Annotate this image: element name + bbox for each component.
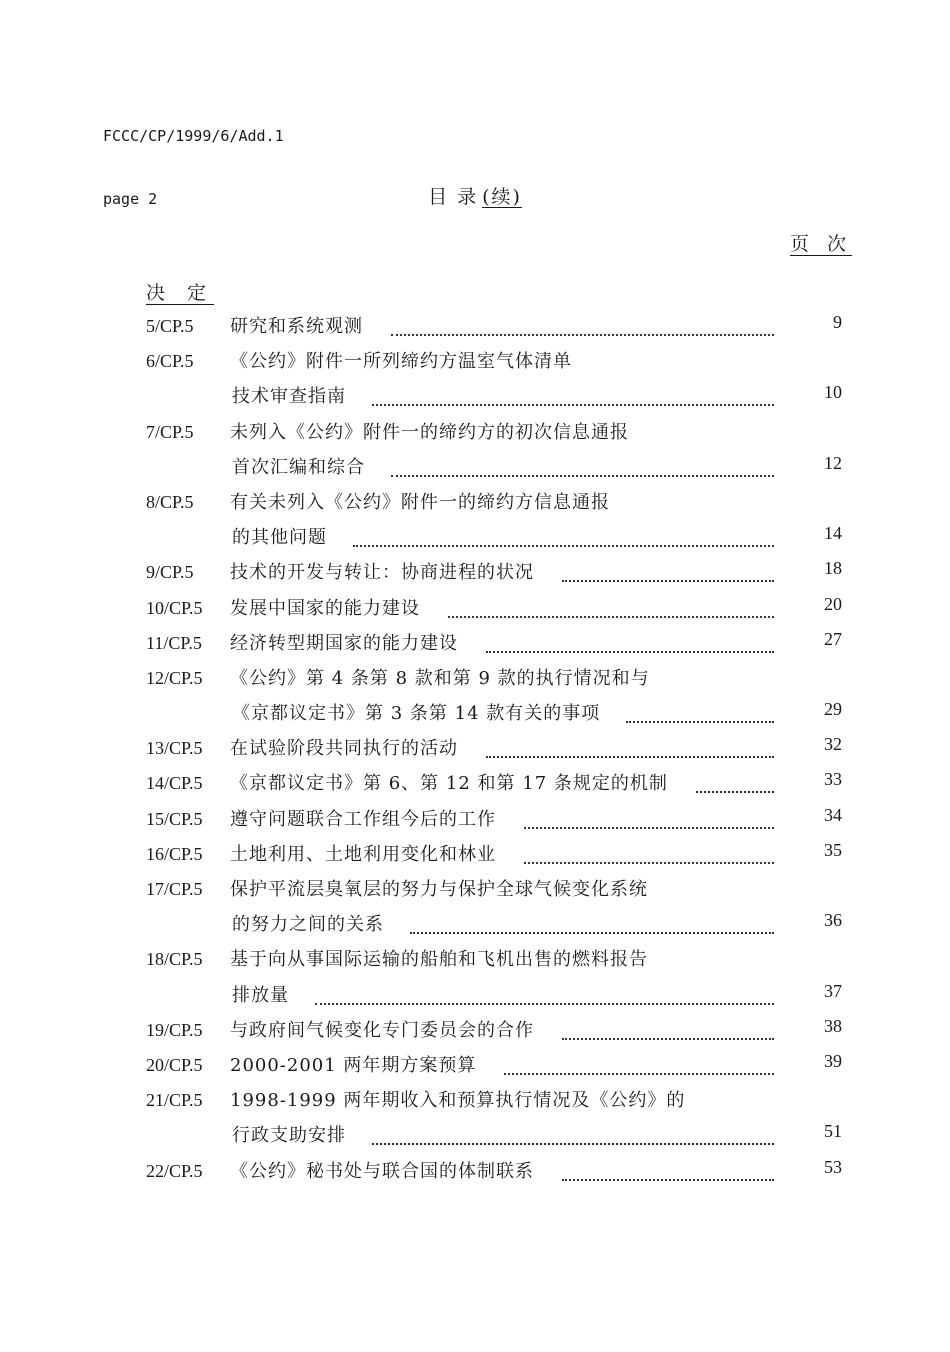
toc-entry-page: 36 bbox=[824, 910, 842, 931]
toc-entry-title: 技术审查指南 bbox=[232, 386, 346, 408]
dot-leader bbox=[626, 709, 774, 723]
toc-entry-number: 19/CP.5 bbox=[146, 1019, 203, 1040]
page-column-header: 页 次 bbox=[789, 233, 852, 255]
toc-entry-number: 17/CP.5 bbox=[146, 879, 203, 899]
toc-entry-title: 《京都议定书》第 3 条第 14 款有关的事项 bbox=[232, 703, 601, 725]
toc-entry-line bbox=[146, 379, 846, 414]
toc-entry-title: 土地利用、土地利用变化和林业 bbox=[230, 843, 496, 865]
dot-leader bbox=[696, 779, 774, 793]
toc-entry-number: 9/CP.5 bbox=[146, 562, 194, 583]
toc-entry-number: 16/CP.5 bbox=[146, 843, 203, 864]
toc-entry-number: 7/CP.5 bbox=[146, 421, 194, 442]
toc-title-continued: (续) bbox=[482, 186, 522, 208]
toc-entry-line bbox=[146, 942, 846, 977]
toc-entry-title: 《公约》附件一所列缔约方温室气体清单 bbox=[230, 351, 572, 373]
toc-entry-line bbox=[146, 344, 846, 379]
toc-entry-page: 51 bbox=[824, 1121, 842, 1142]
toc-entry-line bbox=[146, 802, 846, 837]
toc-entry-page: 34 bbox=[824, 804, 842, 825]
toc-entry-line bbox=[146, 907, 846, 942]
toc-entry-page: 18 bbox=[824, 558, 842, 579]
dot-leader bbox=[486, 744, 774, 758]
dot-leader bbox=[562, 568, 774, 582]
toc-entry-page: 12 bbox=[824, 452, 842, 473]
dot-leader bbox=[372, 1131, 774, 1145]
toc-entry-line bbox=[146, 415, 846, 450]
toc-entry-number: 22/CP.5 bbox=[146, 1160, 203, 1181]
toc-entry-title: 《公约》第 4 条第 8 款和第 9 款的执行情况和与 bbox=[230, 667, 650, 689]
toc-entry-number: 5/CP.5 bbox=[146, 316, 194, 336]
toc-entry-number: 6/CP.5 bbox=[146, 351, 194, 372]
toc-entry-title: 研究和系统观测 bbox=[230, 316, 363, 337]
toc-entry-title: 的其他问题 bbox=[232, 527, 327, 549]
toc-entry-page: 9 bbox=[833, 312, 842, 332]
toc-entry-line bbox=[146, 450, 846, 485]
toc-entry-number: 20/CP.5 bbox=[146, 1054, 203, 1075]
toc-entry-page: 33 bbox=[824, 769, 842, 790]
toc-entry-line bbox=[146, 626, 846, 661]
toc-entry-page: 37 bbox=[824, 980, 842, 1001]
dot-leader bbox=[486, 639, 774, 653]
dot-leader bbox=[391, 463, 774, 477]
toc-entry-title: 与政府间气候变化专门委员会的合作 bbox=[230, 1019, 534, 1041]
toc-entry-number: 12/CP.5 bbox=[146, 667, 203, 688]
toc-entry-page: 39 bbox=[824, 1050, 842, 1071]
toc-entry-page: 20 bbox=[824, 593, 842, 614]
toc-entry-title: 在试验阶段共同执行的活动 bbox=[230, 738, 458, 760]
page-number: page 2 bbox=[103, 190, 158, 208]
toc-entry-number: 11/CP.5 bbox=[146, 632, 202, 653]
toc-entry-page: 10 bbox=[824, 382, 842, 403]
dot-leader bbox=[524, 850, 774, 864]
toc-entry-number: 21/CP.5 bbox=[146, 1090, 203, 1111]
toc-entry-line bbox=[146, 766, 846, 801]
toc-entry-title: 技术的开发与转让：协商进程的状况 bbox=[230, 562, 534, 584]
toc-entry-title: 首次汇编和综合 bbox=[232, 456, 365, 478]
toc-entry-title: 有关未列入《公约》附件一的缔约方信息通报 bbox=[230, 491, 610, 513]
toc-entry-page: 38 bbox=[824, 1015, 842, 1036]
toc-entry-line bbox=[146, 978, 846, 1013]
toc-entry-page: 29 bbox=[824, 699, 842, 720]
dot-leader bbox=[353, 533, 774, 547]
section-heading: 决 定 bbox=[146, 282, 215, 304]
dot-leader bbox=[315, 991, 774, 1005]
toc-entry-title: 基于向从事国际运输的船舶和飞机出售的燃料报告 bbox=[230, 949, 648, 971]
toc-entry-page: 14 bbox=[824, 523, 842, 544]
toc-entry-line bbox=[146, 555, 846, 590]
toc-entry-line bbox=[146, 485, 846, 520]
dot-leader bbox=[524, 815, 774, 829]
toc-title-main: 目 录 bbox=[428, 186, 479, 208]
dot-leader bbox=[562, 1026, 774, 1040]
toc-entry-line bbox=[146, 1154, 846, 1189]
toc-entry-line bbox=[146, 1083, 846, 1118]
toc-entry-title: 《京都议定书》第 6、第 12 和第 17 条规定的机制 bbox=[230, 773, 668, 795]
toc-entry-line bbox=[146, 520, 846, 555]
toc-entry-page: 35 bbox=[824, 839, 842, 860]
toc-entry-number: 15/CP.5 bbox=[146, 808, 203, 829]
toc-entry-title: 经济转型期国家的能力建设 bbox=[230, 632, 458, 654]
toc-entry-number: 14/CP.5 bbox=[146, 773, 203, 794]
toc-entry-line bbox=[146, 696, 846, 731]
toc-entry-title: 行政支助安排 bbox=[232, 1125, 346, 1147]
toc-entry-title: 排放量 bbox=[232, 984, 289, 1006]
toc-entry-page: 53 bbox=[824, 1156, 842, 1177]
toc-entry-title: 发展中国家的能力建设 bbox=[230, 597, 420, 619]
toc-entry-title: 的努力之间的关系 bbox=[232, 914, 384, 936]
toc-entry-title: 2000-2001 两年期方案预算 bbox=[230, 1054, 477, 1076]
toc-entry-page: 32 bbox=[824, 734, 842, 755]
toc-entry-line bbox=[146, 837, 846, 872]
dot-leader bbox=[372, 392, 774, 406]
toc-entry-title: 未列入《公约》附件一的缔约方的初次信息通报 bbox=[230, 421, 629, 443]
toc-entry-line bbox=[146, 1118, 846, 1153]
toc-entry-title: 《公约》秘书处与联合国的体制联系 bbox=[230, 1160, 534, 1182]
dot-leader bbox=[410, 920, 774, 934]
dot-leader bbox=[562, 1167, 774, 1181]
toc-entry-title: 1998-1999 两年期收入和预算执行情况及《公约》的 bbox=[230, 1090, 686, 1112]
toc-title bbox=[0, 182, 950, 209]
toc-entry-line bbox=[146, 309, 846, 344]
toc-entry-line bbox=[146, 661, 846, 696]
toc-entry-line bbox=[146, 1013, 846, 1048]
dot-leader bbox=[504, 1061, 774, 1075]
dot-leader bbox=[448, 604, 774, 618]
toc-list bbox=[146, 309, 846, 1189]
toc-entry-line bbox=[146, 872, 846, 907]
toc-entry-number: 10/CP.5 bbox=[146, 597, 203, 618]
toc-entry-number: 18/CP.5 bbox=[146, 949, 203, 970]
dot-leader bbox=[391, 322, 774, 336]
toc-entry-line bbox=[146, 1048, 846, 1083]
toc-entry-number: 13/CP.5 bbox=[146, 738, 203, 759]
toc-entry-title: 遵守问题联合工作组今后的工作 bbox=[230, 808, 496, 830]
toc-entry-line bbox=[146, 731, 846, 766]
document-symbol: FCCC/CP/1999/6/Add.1 bbox=[103, 127, 284, 145]
toc-entry-line bbox=[146, 591, 846, 626]
toc-entry-number: 8/CP.5 bbox=[146, 491, 194, 512]
toc-entry-title: 保护平流层臭氧层的努力与保护全球气候变化系统 bbox=[230, 879, 648, 900]
toc-entry-page: 27 bbox=[824, 628, 842, 649]
